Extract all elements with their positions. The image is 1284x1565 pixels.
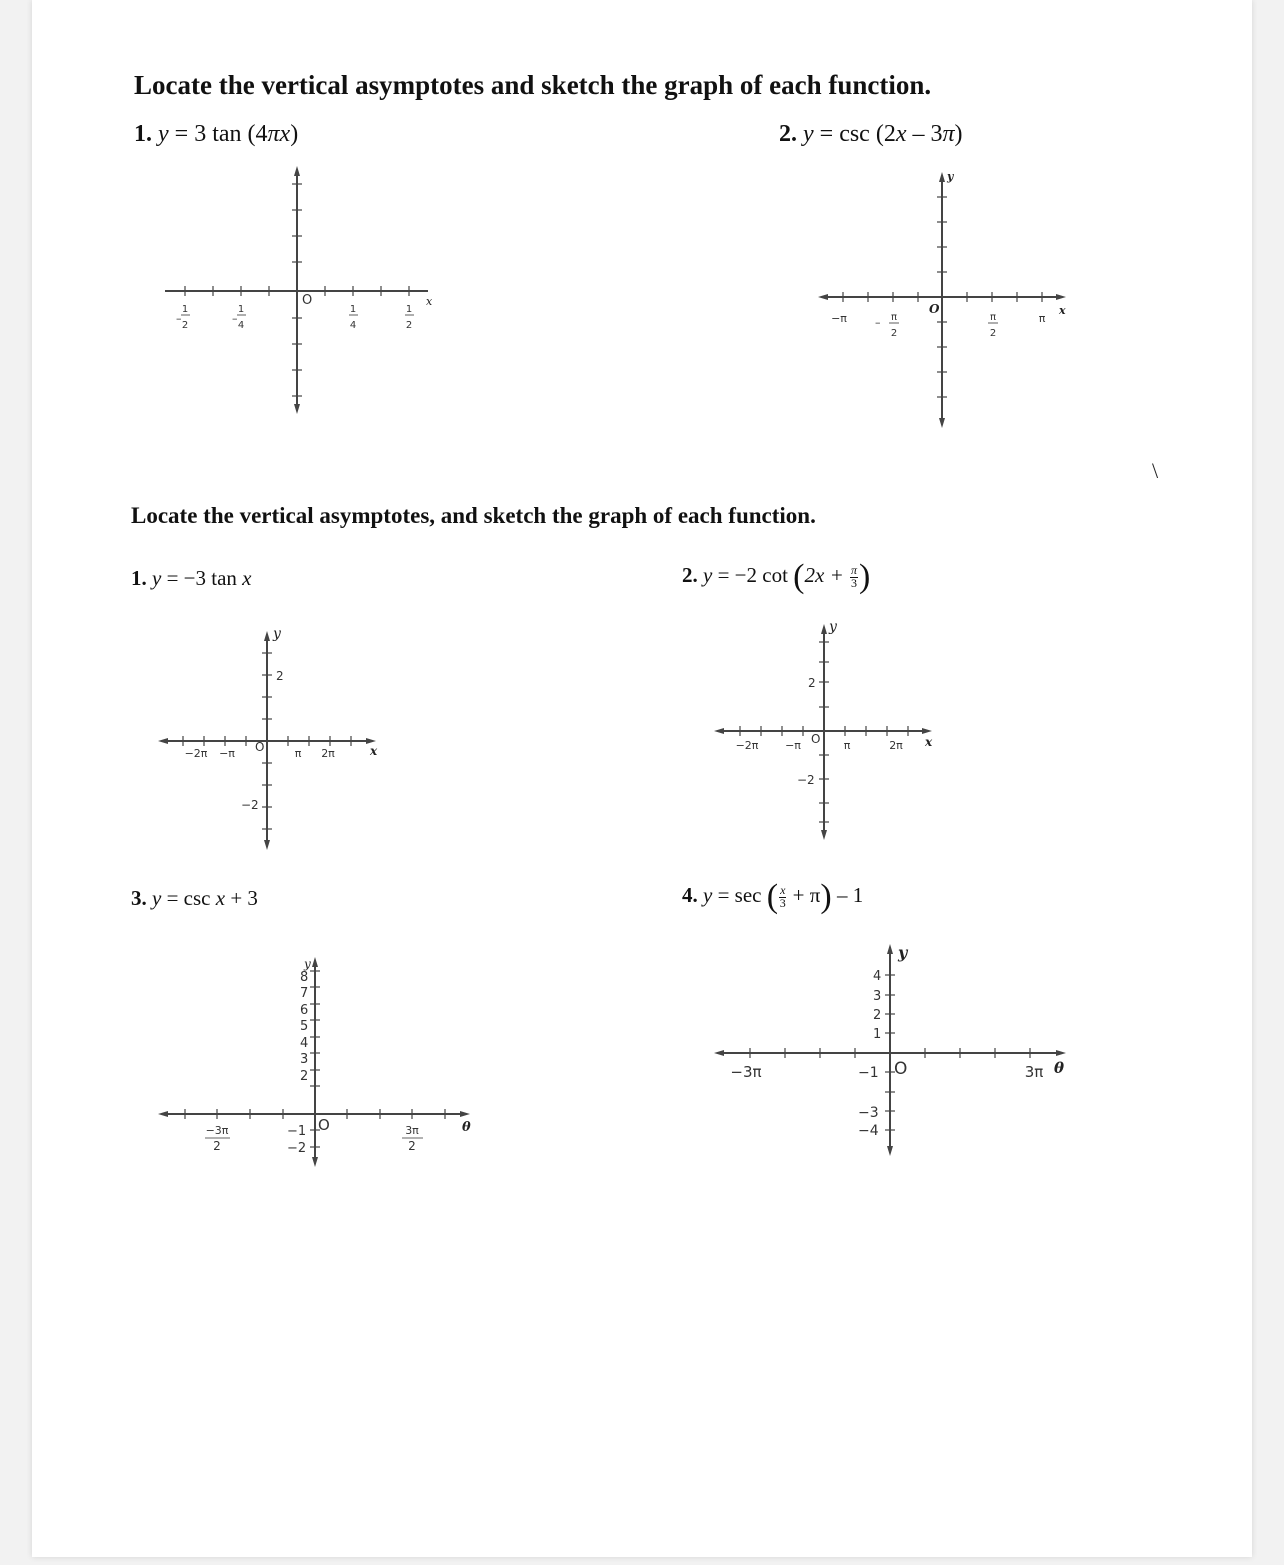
graph-2-tick-neg-pi: −π (831, 312, 847, 325)
graph-6-tick-pos-3pi: 3π (1024, 1063, 1044, 1081)
svg-text:–: – (875, 316, 881, 329)
graph-4-origin-label: O (811, 732, 821, 746)
svg-text:−3π: −3π (205, 1124, 229, 1137)
svg-text:2: 2 (181, 320, 189, 331)
graph-4-tick-2pi: 2π (889, 739, 903, 752)
graph-3-y-label: y (273, 626, 281, 642)
graph-4-tick-neg-2pi: −2π (735, 739, 759, 752)
graph-3-tick-pi: π (294, 747, 302, 760)
graph-4-y-label: y (829, 619, 837, 635)
graph-4-y-tick-neg2: −2 (797, 773, 815, 787)
svg-text:4: 4 (349, 320, 357, 331)
graph-4-tick-neg-pi: −π (785, 739, 801, 752)
graph-4-x-label: x (925, 735, 933, 749)
graph-6-x-arrow-left (714, 1050, 724, 1056)
graph-5-y-tick-7: 7 (300, 986, 309, 1001)
section2-heading: Locate the vertical asymptotes, and sketch the graph of each function. (131, 503, 816, 528)
section1-problem-1: 1. y = 3 tan (4πx) (134, 121, 299, 147)
graph-2-tick-pi: π (1038, 312, 1046, 325)
graph-3-y-tick-neg2: −2 (241, 798, 259, 812)
svg-text:2: 2 (408, 1139, 416, 1153)
graph-5-x-label: θ (462, 1120, 471, 1135)
graph-5-origin-label: O (318, 1116, 330, 1134)
graph-1-origin-label: O (302, 293, 313, 308)
svg-text:4: 4 (237, 320, 245, 331)
graph-5-y-tick-neg2: −2 (287, 1141, 307, 1156)
graph-6-y-label: y (898, 943, 908, 962)
svg-text:1: 1 (181, 304, 189, 315)
graph-3-y-tick-2: 2 (276, 669, 284, 683)
graph-5-y-tick-3: 3 (300, 1052, 309, 1067)
svg-text:1: 1 (237, 304, 245, 315)
graph-6-x-label: θ (1054, 1059, 1065, 1077)
graph-5-y-tick-6: 6 (300, 1003, 309, 1018)
graph-6-y-tick-4: 4 (873, 969, 882, 984)
svg-text:3π: 3π (405, 1124, 419, 1137)
graph-5-y-tick-5: 5 (300, 1019, 309, 1034)
graph-2-y-label: y (947, 170, 954, 183)
graph-3-tick-neg-pi: −π (219, 747, 235, 760)
graph-2-x-label: x (1059, 304, 1066, 317)
graph-1-x-label: x (426, 295, 433, 308)
section1-problem-2: 2. y = csc (2x – 3π) (779, 121, 963, 147)
svg-text:2: 2 (890, 328, 898, 339)
graph-6-y-tick-neg4: −4 (858, 1123, 879, 1139)
graph-5-y-tick-2: 2 (300, 1069, 309, 1084)
svg-text:1: 1 (405, 304, 413, 315)
graph-6-y-arrow-up (887, 944, 893, 954)
section2-problem-1: 1. y = −3 tan x (131, 566, 252, 590)
section2-problem-2: 2. y = −2 $\cot (2x + \frac{\pi}{3}$ ) (682, 558, 871, 595)
svg-text:–: – (232, 312, 238, 325)
graph-3-x-label: x (370, 744, 378, 758)
svg-text:π: π (989, 312, 997, 323)
graph-6-y-tick-3: 3 (873, 989, 882, 1004)
stray-backslash-mark: \ (1152, 458, 1159, 483)
graph-4-y-tick-2: 2 (808, 676, 816, 690)
svg-text:2: 2 (405, 320, 413, 331)
svg-text:2: 2 (989, 328, 997, 339)
section2-problem-3: 3. y = csc x + 3 (131, 886, 258, 910)
section2-problem-4: 4. $y = \sec (\frac{x}{3}$ + π) – 1 (682, 878, 864, 915)
svg-text:2: 2 (213, 1139, 221, 1153)
graph-6-y-arrow-down (887, 1146, 893, 1156)
graph-6-y-tick-1: 1 (873, 1027, 882, 1042)
graph-4-tick-pi: π (843, 739, 851, 752)
graph-6-tick-neg-3pi: −3π (730, 1063, 762, 1081)
graph-5-y-tick-neg1: −1 (287, 1124, 307, 1139)
svg-text:–: – (176, 312, 182, 325)
graph-6-x-arrow-right (1056, 1050, 1066, 1056)
graph-5-y-tick-8: 8 (300, 970, 309, 985)
section1-heading: Locate the vertical asymptotes and sketch the graph of each function. (134, 70, 932, 100)
graph-2-origin-label: O (929, 302, 940, 316)
graph-6-origin-label: O (894, 1059, 908, 1079)
graph-3-tick-2pi: 2π (321, 747, 335, 760)
graph-6-y-tick-2: 2 (873, 1008, 882, 1023)
graph-5-y-tick-4: 4 (300, 1036, 309, 1051)
svg-text:1: 1 (349, 304, 357, 315)
graph-3-origin-label: O (255, 740, 265, 754)
svg-text:π: π (890, 312, 898, 323)
graph-5-y-label: y (304, 957, 311, 971)
graph-6-y-tick-neg1: −1 (858, 1065, 879, 1081)
graph-6-y-tick-neg3: −3 (858, 1105, 879, 1121)
graph-3-tick-neg-2pi: −2π (184, 747, 208, 760)
